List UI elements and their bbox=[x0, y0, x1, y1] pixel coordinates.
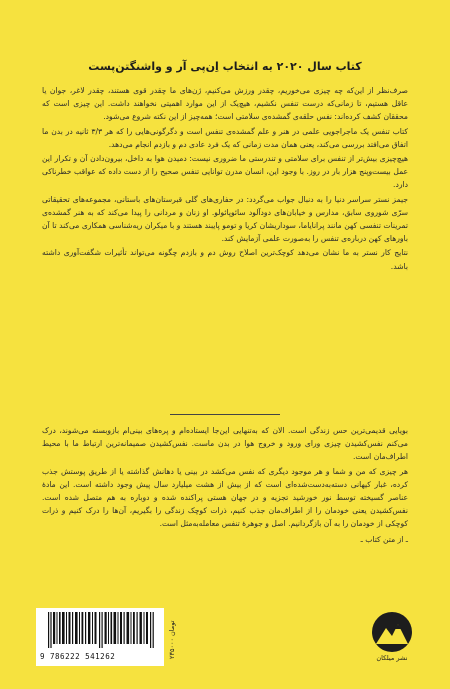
publisher-name: نشر میلکان bbox=[376, 654, 408, 662]
blurb-paragraph: کتاب تنفس یک ماجراجویی علمی در هنر و علم گمشده‌ی تنفس است و دگرگونی‌هایی را که هر ۳/۳ ثانیه در بدن ما اتفاق می‌افتد بررسی می‌کند، یعنی همان مدت زمانی که یک فرد عادی دم و بازدم انجام می‌دهد. bbox=[42, 126, 409, 149]
excerpt-paragraph: بویایی قدیمی‌ترین حس زندگی است. الان که به‌تنهایی این‌جا ایستاده‌ام و پره‌های بینی‌ام بازوبسته می‌شوند، درک می‌کنم نفس‌کشیدن چیزی ورای ورود و خروج هوا در بدن ماست. نفس‌کشیدن صمیمانه‌ترین ارتباط ما با محیط اطراف‌مان است. bbox=[42, 426, 408, 462]
blurb-paragraph: جیمز نستر سراسر دنیا را به دنبال جواب می‌گردد: در حفاری‌های گلی قبرستان‌های باستانی، مجموعه‌های تحقیقاتی سرّی شوروی سابق، مدارس و خیابان‌های دودآلود سائوپائولو. او زنان و مردانی را پیدا می‌کند که به هنر گمشده‌ی تمرینات تنفسی کهن مانند پرانایاما، سوداریشان کریا و تومو پایبند هستند و با میکران ریه‌شناسی همکاری می‌کند تا آن باورهای کهن درباره‌ی تنفس را به‌صورت علمی آزمایش کند. bbox=[42, 194, 408, 244]
isbn-digits: 9 786222 541262 bbox=[40, 652, 116, 661]
book-blurb bbox=[42, 84, 408, 274]
isbn-barcode bbox=[36, 608, 164, 666]
award-headline: کتاب سال ۲۰۲۰ به انتخاب اِن‌پی آر و واشنگتن‌پست bbox=[88, 60, 362, 73]
blurb-paragraph: نتایج کار نستر به ما نشان می‌دهد کوچک‌ترین اصلاح روش دم و بازدم چگونه می‌تواند تأثیرات شگفت‌آوری داشته باشد. bbox=[42, 248, 408, 271]
publisher-logo bbox=[368, 610, 416, 668]
blurb-paragraph: صرف‌نظر از این‌که چه چیزی می‌خوریم، چقدر ورزش می‌کنیم، ژن‌های ما چقدر قوی هستند، چقدر لاغر، جوان یا عاقل هستیم، تا زمانی‌که درست تنفس نکشیم، هیچ‌یک از این موارد اهمیتی نخواهند داشت. این چیزی است که محققان کشف کرده‌اند: نفس حلقه‌ی گمشده‌ی سلامتی است؛ همه‌چیز از این نکته شروع می‌شود. bbox=[42, 86, 408, 122]
barcode-icon bbox=[48, 612, 156, 648]
mountain-logo-icon bbox=[368, 610, 416, 654]
book-excerpt bbox=[42, 424, 408, 546]
blurb-paragraph: هیچ‌چیزی بیش‌تر از تنفس برای سلامتی و تندرستی ما ضروری نیست: دمیدن هوا به داخل، بیرون‌دادن آن و تکرار این عمل بیست‌وپنج هزار بار در روز. با وجود این، انسان مدرن توانایی تنفس صحیح را از دست داده که عواقب خطرناکی دارد. bbox=[42, 154, 408, 190]
section-divider bbox=[170, 414, 280, 415]
price-label: ۲۳۵۰۰۰ تومان bbox=[168, 620, 176, 660]
excerpt-source: ـ از متن کتاب ـ bbox=[360, 534, 408, 544]
excerpt-paragraph: هر چیزی که من و شما و هر موجود دیگری که نفس می‌کشد در بینی یا دهانش گذاشته یا از طریق پوستش جذب کرده، غبار کیهانی دسته‌به‌دست‌شده‌ای است که از بیش از هشت میلیارد سال پیش وجود داشته است. این مادهٔ عناصر گسیخته توسط نور خورشید تجزیه و در جهان هستی پراکنده شده و دوباره به هم متصل شده است. نفس‌کشیدن یعنی خودمان را از اطراف‌مان جذب کنیم، ذرات کوچک زندگی را بگیریم، آن‌ها را درک کنیم و ذرات کوچکی از خودمان را به آن بازگردانیم. اصل و جوهرهٔ تنفس معامله‌به‌مثل است. bbox=[42, 466, 408, 529]
